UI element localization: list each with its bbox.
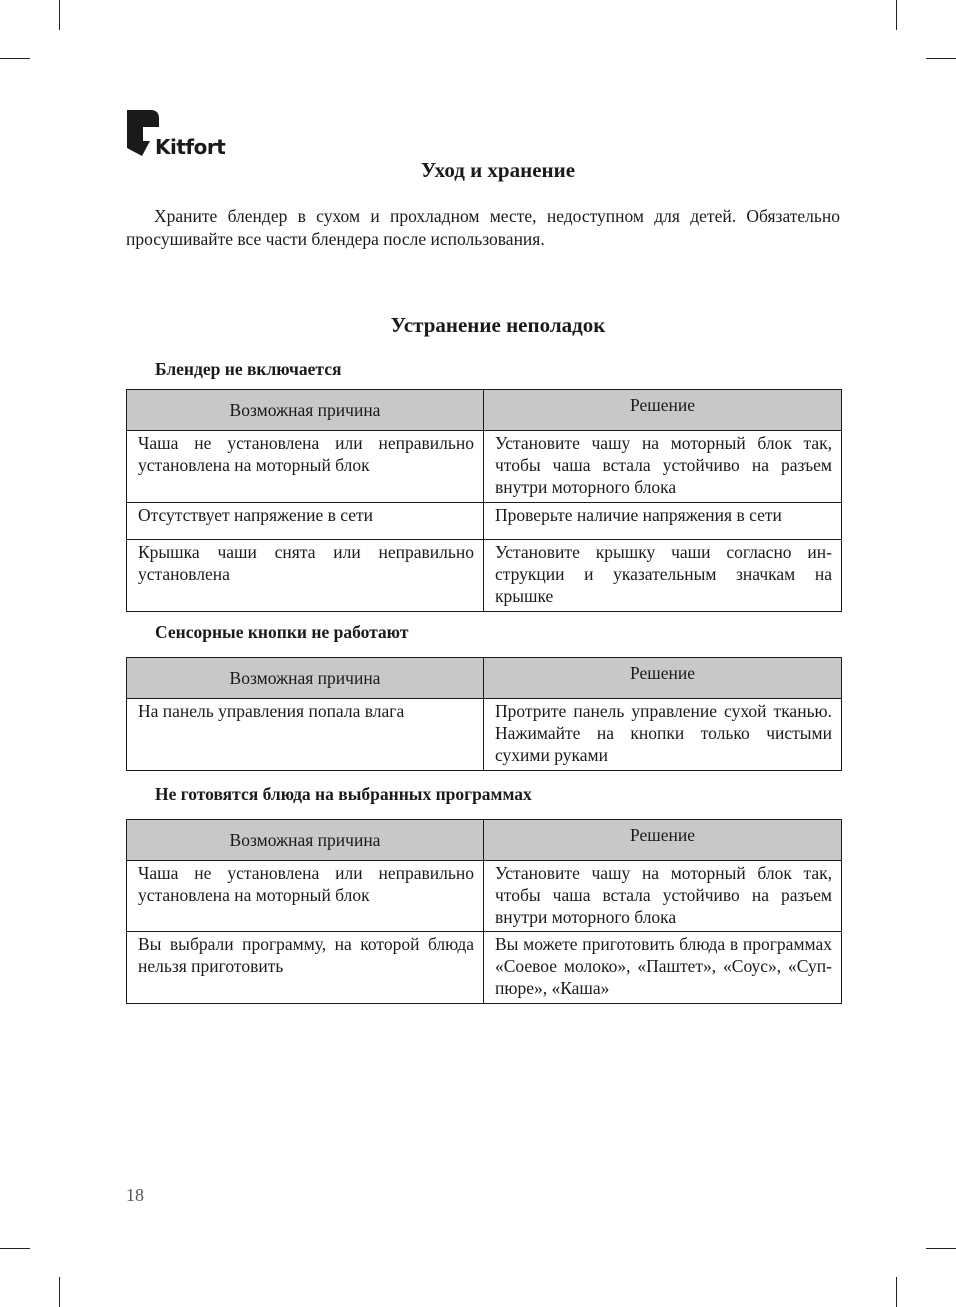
section-heading: Не готовятся блюда на выбранных программах [155,784,532,804]
cause-cell: Вы выбрали программу, на которой блюда нельзя приготовить [127,932,484,1004]
column-header-cause: Возможная причина [127,658,484,699]
cause-cell: Чаша не установлена или неправильно установлена на моторный блок [127,431,484,503]
care-title: Уход и хранение [420,158,576,182]
crop-mark [926,58,956,59]
column-header-cause: Возможная причина [127,390,484,431]
solution-cell: Проверьте наличие напряжения в сети [484,503,842,540]
table-row [127,540,842,612]
crop-mark [59,0,60,30]
crop-mark [926,1248,956,1249]
cause-cell: Чаша не установлена или неправильно установлена на моторный блок [127,861,484,932]
solution-cell: Установите чашу на моторный блок так, чтобы чаша встала устойчиво на разъем внутри моторного блока [484,431,842,503]
troubleshooting-table [126,819,842,1004]
solution-cell: Протрите панель управление сухой тканью. Нажимайте на кнопки только чистыми сухими руками [484,699,842,771]
crop-mark [896,0,897,30]
table-row [127,503,842,540]
column-header-cause: Возможная причина [127,820,484,861]
solution-cell: Установите крышку чаши согласно инструкции и указательным значкам на крышке [484,540,842,612]
cause-cell: Крышка чаши снята или неправильно установлена [127,540,484,612]
crop-mark [0,58,30,59]
cause-cell: На панель управления попала влага [127,699,484,771]
table-row [127,932,842,1004]
section-heading: Блендер не включается [155,359,342,379]
table-row [127,431,842,503]
troubleshooting-table [126,657,842,771]
solution-cell: Установите чашу на моторный блок так, чтобы чаша встала устойчиво на разъем внутри моторного блока [484,861,842,932]
crop-mark [0,1248,30,1249]
column-header-solution: Решение [484,820,842,861]
troubleshooting-title: Устранение неполадок [390,313,606,337]
crop-mark [59,1277,60,1307]
column-header-solution: Решение [484,658,842,699]
table-row [127,699,842,771]
troubleshooting-table [126,389,842,612]
brand-name: Kitfort [155,135,226,159]
care-text: Храните блендер в сухом и прохладном месте, недоступном для детей. Обязательно просушивайте все части блендера после использования. [126,206,840,249]
page-number: 18 [126,1185,144,1205]
section-heading: Сенсорные кнопки не работают [155,622,409,642]
column-header-solution: Решение [484,390,842,431]
crop-mark [896,1277,897,1307]
cause-cell: Отсутствует напряжение в сети [127,503,484,540]
table-row [127,861,842,932]
solution-cell: Вы можете приготовить блюда в программах «Соевое молоко», «Паштет», «Соус», «Суп-пюре», «Каша» [484,932,842,1004]
